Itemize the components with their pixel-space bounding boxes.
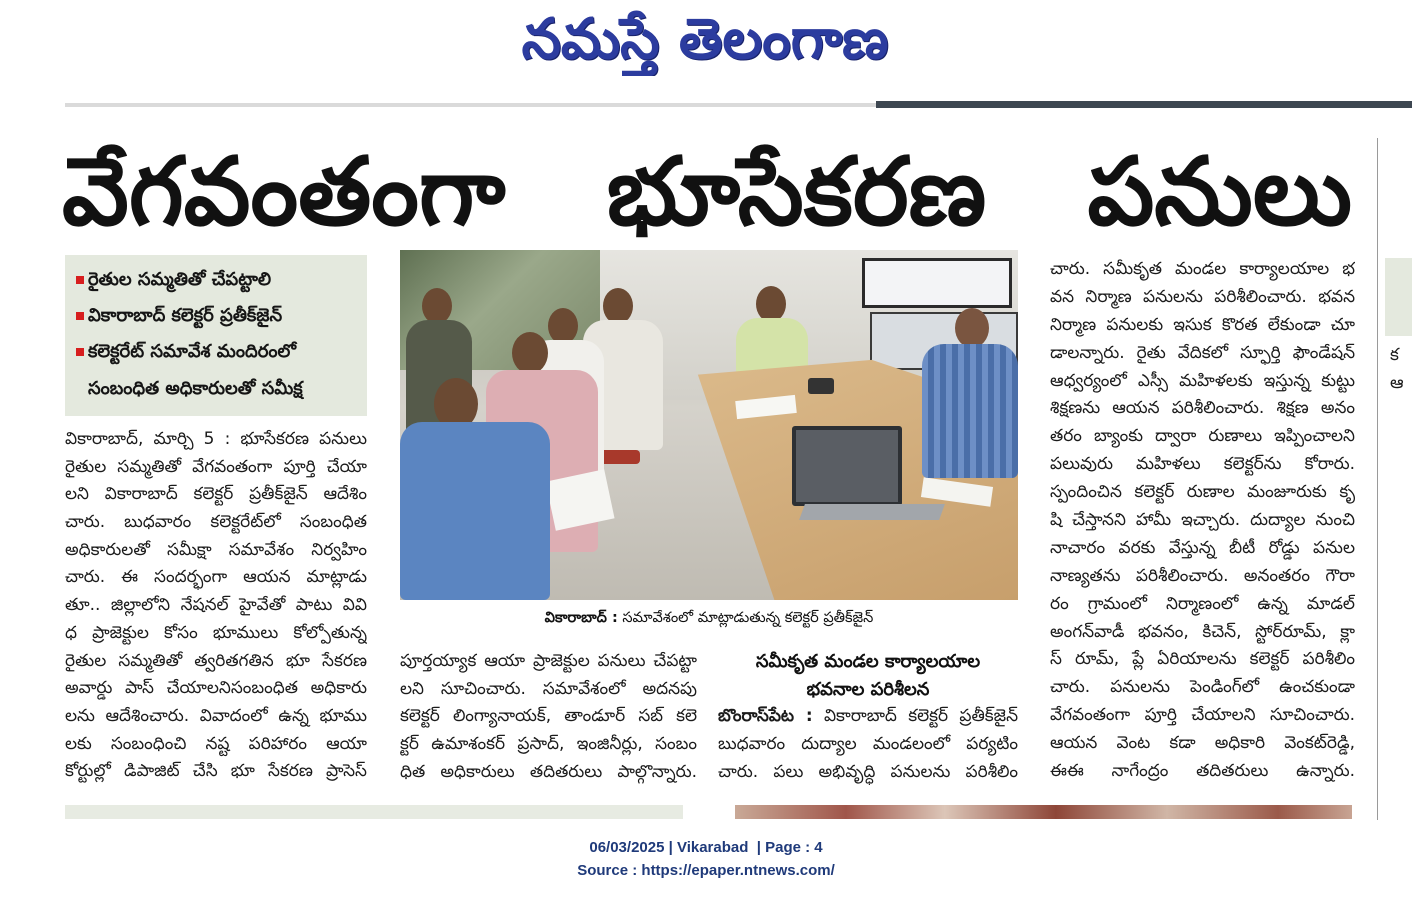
photo-person-head — [422, 288, 452, 324]
masthead-rule — [65, 103, 876, 107]
body-line: డాలన్నారు. రైతు వేదికలో స్ఫూర్తి ఫౌండేషన్ — [1050, 342, 1355, 363]
body-line: పూర్తయ్యాక ఆయా ప్రాజెక్టుల పనులు చేపట్టా — [400, 651, 697, 671]
body-line-text: వికారాబాద్ కలెక్టర్ ప్రతీక్‌జైన్ — [823, 706, 1018, 727]
body-line: అవార్డు పాస్ చేయాలనిసంబంధిత అధికారు — [65, 678, 367, 699]
adjacent-text-fragment: ఆ — [1390, 373, 1404, 393]
bullet-icon — [76, 312, 84, 320]
highlight-item: కలెక్టరేట్ సమావేశ మందిరంలో — [88, 341, 297, 362]
next-article-box-edge — [65, 805, 683, 819]
body-line: స్పందించిన కలెక్టర్ రుణాల మంజూరుకు కృ — [1050, 482, 1355, 503]
bullet-icon — [76, 276, 84, 284]
highlight-item-continued: సంబంధిత అధికారులతో సమీక్ష — [88, 378, 303, 399]
body-line: కోర్టుల్లో డిపాజిట్ చేసి భూ సేకరణ ప్రాసెస్ — [65, 761, 367, 782]
photo-laptop-screen — [792, 426, 902, 506]
body-line: స్ రూమ్, ప్లే ఏరియాలను కలెక్టర్ పరిశీలిం — [1050, 649, 1355, 670]
caption-place: వికారాబాద్ : — [544, 610, 618, 626]
column-divider — [1377, 138, 1378, 820]
body-line: ధిత అధికారులు తదితరులు పాల్గొన్నారు. — [400, 761, 697, 782]
body-line: ఆయన వెంట కడా అధికారి వెంకట్‌రెడ్డి, — [1050, 733, 1355, 754]
body-line: తూ.. జిల్లాలోని నేషనల్ హైవేతో పాటు వివి — [65, 595, 367, 616]
photo-desk-phone — [808, 378, 834, 394]
highlight-item: రైతుల సమ్మతితో చేపట్టాలి — [88, 269, 272, 290]
body-line: తరం బ్యాంకు ద్వారా రుణాలు ఇప్పించాలని — [1050, 426, 1355, 447]
adjacent-text-fragment: క — [1390, 345, 1399, 365]
body-line: నాచారం వరకు వేస్తున్న బీటీ రోడ్డు పనుల — [1050, 537, 1355, 558]
body-line: పలువురు మహిళలు కలెక్టర్‌ను కోరారు. — [1050, 454, 1355, 475]
body-line: లకు సంబంధించి నష్ట పరిహారం ఆయా — [65, 733, 367, 754]
body-line: వన నిర్మాణ పనులను పరిశీలించారు. భవన — [1050, 286, 1355, 307]
sub-story-heading: భవనాల పరిశీలన — [806, 678, 930, 700]
body-line: చారు. బుధవారం కలెక్టరేట్‌లో సంబంధిత — [65, 512, 367, 533]
masthead-logo: నమస్తే తెలంగాణ — [521, 7, 889, 72]
photo-person-head — [955, 308, 989, 348]
next-article-photo-edge — [735, 805, 1352, 819]
article-headline: వేగవంతంగా భూసేకరణ పనులు — [62, 138, 1352, 247]
body-column-3 — [718, 648, 1018, 787]
body-column-4 — [1050, 256, 1355, 787]
photo-person-body — [400, 422, 550, 600]
body-line: క్టర్ ఉమాశంకర్ ప్రసాద్, ఇంజినీర్లు, సంబం — [400, 734, 697, 755]
body-line: అంగన్‌వాడీ భవనం, కిచెన్, స్టోర్‌రూమ్, క్లా — [1050, 621, 1355, 642]
edition-info: 06/03/2025 | Vikarabad | Page : 4 — [589, 839, 823, 856]
body-line: ధ ప్రాజెక్టుల కోసం భూములు కోల్పోతున్న — [65, 622, 367, 643]
body-line: షి చేస్తానని హామీ ఇచ్చారు. దుద్యాల నుంచి — [1050, 510, 1355, 531]
body-line: బుధవారం దుద్యాల మండలంలో పర్యటిం — [718, 734, 1018, 755]
masthead-rule-bar — [876, 101, 1412, 108]
body-line: వికారాబాద్, మార్చి 5 : భూసేకరణ పనులు — [65, 429, 367, 449]
body-line: శిక్షణను ఆయన పరిశీలించారు. శిక్షణ అనం — [1050, 398, 1355, 419]
photo-person-checked-shirt — [922, 308, 1018, 478]
adjacent-article-text — [1390, 341, 1412, 401]
body-line: చారు. పలు అభివృద్ధి పనులను పరిశీలిం — [718, 761, 1018, 782]
body-line: రైతుల సమ్మతితో త్వరితగతిన భూ సేకరణ — [65, 650, 367, 671]
sub-story-heading: సమీకృత మండల కార్యాలయాల — [755, 651, 981, 672]
photo-person-front-blue — [400, 378, 550, 600]
body-line: వేగవంతంగా పూర్తి చేయాలని సూచించారు. — [1050, 705, 1355, 726]
highlights-box — [65, 255, 367, 416]
body-line: నాణ్యతను పరిశీలించారు. అనంతరం గౌరా — [1050, 565, 1355, 586]
photo-person-head — [756, 286, 786, 322]
body-line: నిర్మాణ పనులకు ఇసుక కొరత లేకుండా చూ — [1050, 314, 1355, 335]
adjacent-article-highlight-box — [1385, 258, 1412, 336]
bullet-icon — [76, 348, 84, 356]
news-photo — [400, 250, 1018, 600]
body-line: లని వికారాబాద్ కలెక్టర్ ప్రతీక్‌జైన్ ఆదేశిం — [65, 484, 367, 505]
body-line: కలెక్టర్ లింగ్యానాయక్, తాండూర్ సబ్ కలె — [400, 706, 697, 727]
photo-held-papers — [545, 469, 614, 530]
sub-story-dateline: బొంరాస్‌పేట : — [718, 706, 813, 727]
caption-text: సమావేశంలో మాట్లాడుతున్న కలెక్టర్ ప్రతీక్‌జైన్ — [622, 610, 874, 626]
body-line: రైతుల సమ్మతితో వేగవంతంగా పూర్తి చేయా — [65, 456, 367, 477]
body-line: చారు. సమీకృత మండల కార్యాలయాల భ — [1050, 259, 1355, 279]
body-line: రం గ్రామంలో నిర్మాణంలో ఉన్న మాడల్ — [1050, 593, 1355, 614]
source-info: Source : https://epaper.ntnews.com/ — [577, 862, 835, 879]
photo-laptop-base — [799, 504, 945, 520]
photo-person-body — [922, 344, 1018, 478]
body-line: లను ఆదేశించారు. వివాదంలో ఉన్న భూము — [65, 705, 367, 726]
body-line — [718, 703, 1018, 731]
body-line: లని సూచించారు. సమావేశంలో అదనపు — [400, 678, 697, 699]
highlight-item: వికారాబాద్ కలెక్టర్ ప్రతీక్‌జైన్ — [88, 305, 283, 326]
body-column-1 — [65, 426, 367, 787]
photo-person-head — [512, 332, 548, 374]
body-line: ఈఈ నాగేంద్రం తదితరులు ఉన్నారు. — [1050, 761, 1355, 782]
photo-wall-screen — [862, 258, 1012, 308]
photo-caption — [400, 606, 1018, 630]
body-column-2 — [400, 648, 697, 787]
body-line: ఆధ్వర్యంలో ఎస్సీ మహిళలకు ఇస్తున్న కుట్టు — [1050, 370, 1355, 391]
body-line: అధికారులతో సమీక్షా సమావేశం నిర్వహిం — [65, 539, 367, 560]
photo-person-head — [603, 288, 633, 324]
body-line: చారు. ఈ సందర్భంగా ఆయన మాట్లాడు — [65, 567, 367, 588]
body-line: చారు. పనులను పెండింగ్‌లో ఉంచకుండా — [1050, 677, 1355, 698]
